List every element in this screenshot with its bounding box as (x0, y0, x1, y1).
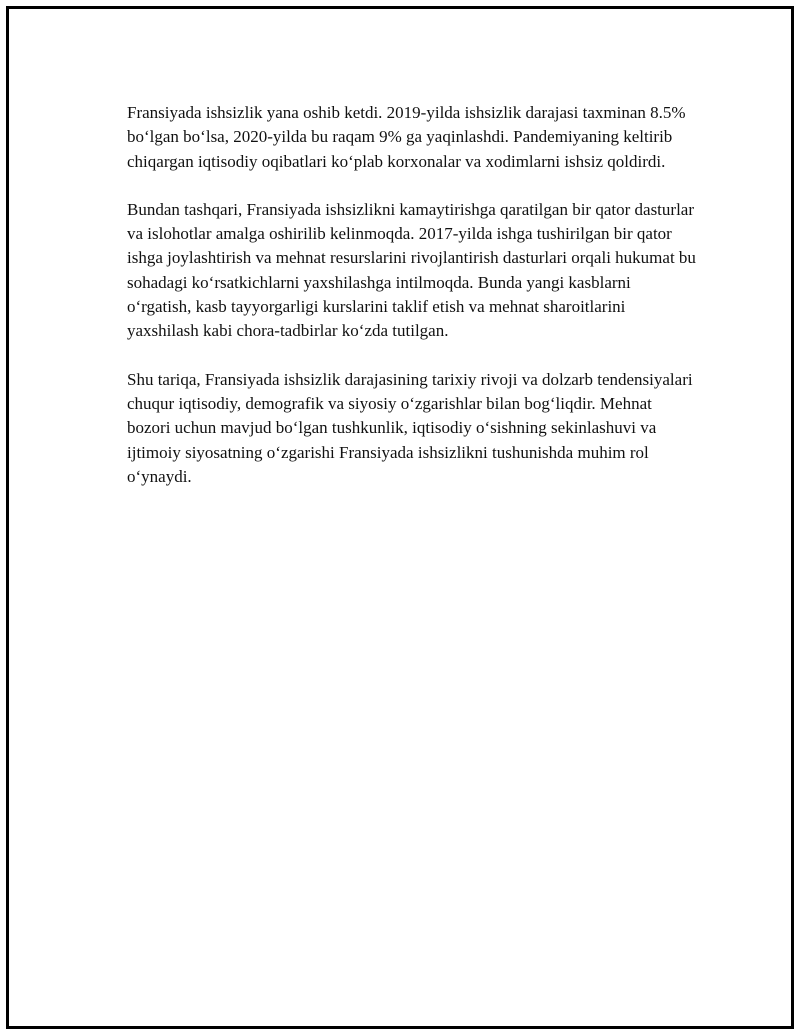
document-page (6, 6, 794, 1029)
paragraph-2: Bundan tashqari, Fransiyada ishsizlikni kamaytirishga qaratilgan bir qator dasturlar va islohotlar amalga oshirilib kelinmoqda. 2017-yilda ishga tushirilgan bir qator ishga joylashtirish va mehnat resurslarini rivojlantirish dasturlari orqali hukumat bu sohadagi ko‘rsatkichlarni yaxshilashga intilmoqda. Bunda yangi kasblarni o‘rgatish, kasb tayyorgarligi kurslarini taklif etish va mehnat sharoitlarini yaxshilash kabi chora-tadbirlar ko‘zda tutilgan. (127, 199, 696, 341)
document-body (127, 101, 697, 513)
paragraph-1: Fransiyada ishsizlik yana oshib ketdi. 2019-yilda ishsizlik darajasi taxminan 8.5% bo‘lgan bo‘lsa, 2020-yilda bu raqam 9% ga yaqinlashdi. Pandemiyaning keltirib chiqargan iqtisodiy oqibatlari ko‘plab korxonalar va xodimlarni ishsiz qoldirdi. (127, 103, 686, 171)
paragraph-3: Shu tariqa, Fransiyada ishsizlik darajasining tarixiy rivoji va dolzarb tendensiyalari chuqur iqtisodiy, demografik va siyosiy o‘zgarishlar bilan bog‘liqdir. Mehnat bozori uchun mavjud bo‘lgan tushkunlik, iqtisodiy o‘sishning sekinlashuvi va ijtimoiy siyosatning o‘zgarishi Fransiyada ishsizlikni tushunishda muhim rol o‘ynaydi. (127, 369, 693, 486)
